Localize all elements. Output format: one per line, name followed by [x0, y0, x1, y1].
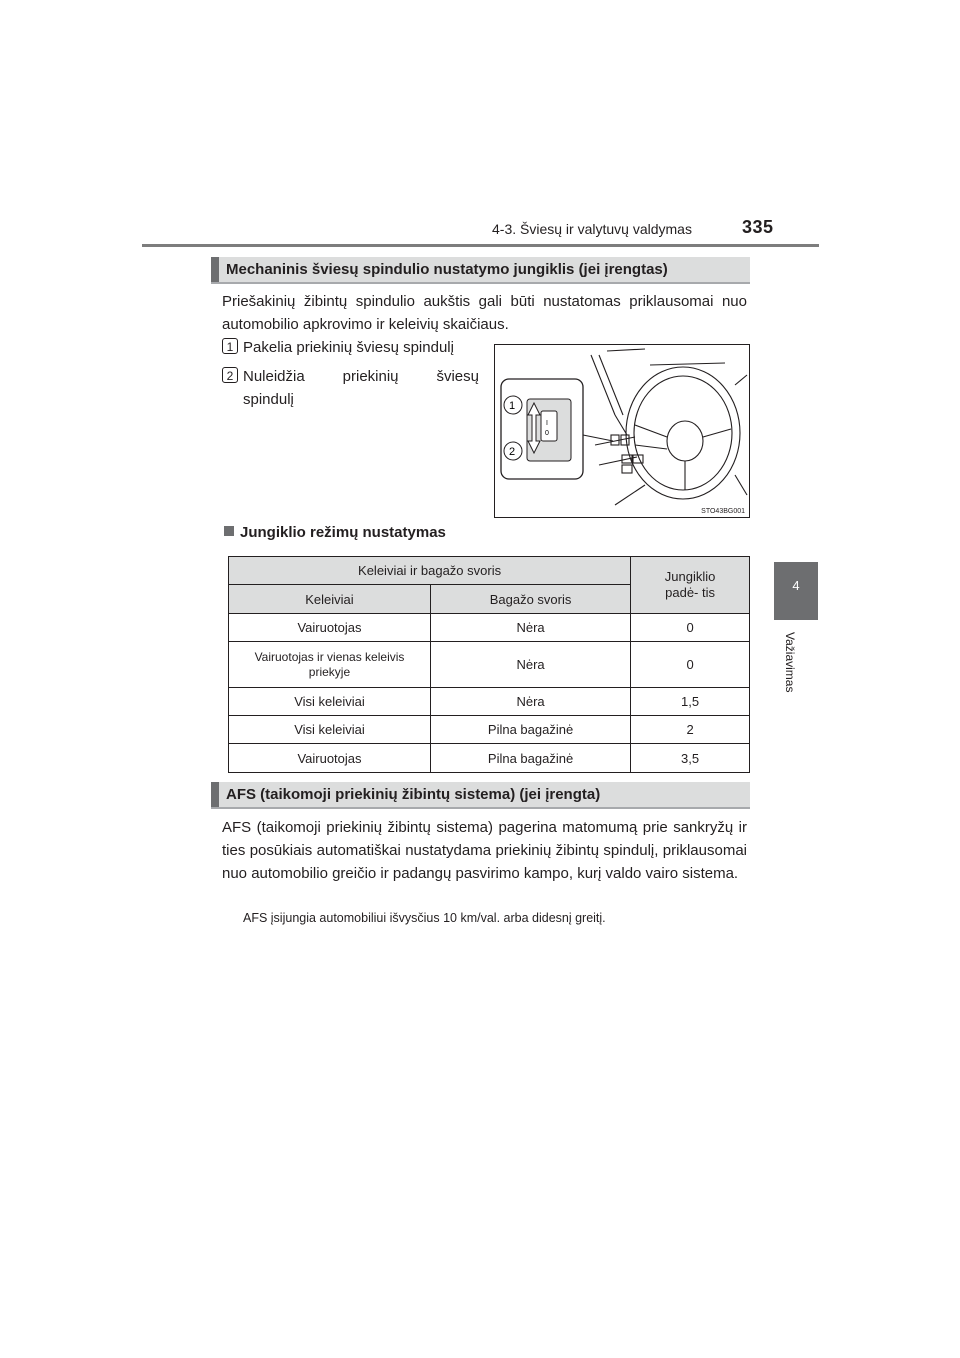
dashboard-illustration — [494, 344, 750, 518]
dashboard-drawing — [495, 345, 749, 517]
figure-code: STO43BG001 — [701, 508, 745, 515]
cell-luggage: Pilna bagažinė — [430, 716, 630, 744]
cell-position: 2 — [631, 716, 750, 744]
cell-position: 0 — [631, 642, 750, 688]
cell-passengers: Visi keleiviai — [229, 688, 431, 716]
svg-text:0: 0 — [545, 430, 549, 437]
cell-passengers: Vairuotojas — [229, 614, 431, 642]
table-row — [229, 716, 750, 744]
chapter-tab-number: 4 — [792, 578, 800, 593]
cell-luggage: Pilna bagažinė — [430, 744, 630, 773]
item-number-badge: 2 — [222, 367, 238, 383]
table-row — [229, 744, 750, 773]
chapter-tab-label: Važiavimas — [783, 632, 797, 693]
mode-table-heading — [224, 524, 446, 541]
note-text: AFS įsijungia automobiliui išvysčius 10 km/val. arba didesnį greitį. — [243, 911, 606, 925]
svg-text:I: I — [546, 420, 548, 427]
cell-position: 0 — [631, 614, 750, 642]
table-row — [229, 688, 750, 716]
section-title: AFS (taikomoji priekinių žibintų sistema) (jei įrengta) — [226, 786, 601, 803]
mode-table-heading-text: Jungiklio režimų nustatymas — [240, 524, 446, 541]
section-title: Mechaninis šviesų spindulio nustatymo jungiklis (jei įrengtas) — [226, 261, 668, 278]
page-number: 335 — [742, 217, 774, 237]
running-header-section: 4-3. Šviesų ir valytuvų valdymas — [492, 221, 692, 237]
cell-luggage: Nėra — [430, 688, 630, 716]
section-heading-headlight-leveling — [211, 257, 750, 284]
switch-position-table — [228, 556, 750, 773]
section-body: Priešakinių žibintų spindulio aukštis gali būti nustatomas priklausomai nuo automobilio apkrovimo ir keleivių skaičiaus. — [222, 293, 747, 333]
list-item-raise: Pakelia priekinių šviesų spindulį — [243, 339, 454, 356]
section-heading-afs — [211, 782, 750, 809]
figure-callout-2: 2 — [509, 446, 516, 458]
list-item-lower-line2: spindulį — [243, 391, 294, 408]
cell-passengers: Vairuotojas — [229, 744, 431, 773]
table-group-header: Keleiviai ir bagažo svoris — [229, 557, 631, 585]
table-header-position: Jungiklio padė- tis — [631, 557, 750, 614]
table-row — [229, 614, 750, 642]
cell-position: 3,5 — [631, 744, 750, 773]
table-header-luggage: Bagažo svoris — [430, 585, 630, 614]
item-number-badge: 1 — [222, 338, 238, 354]
cell-passengers: Vairuotojas ir vienas keleivis priekyje — [229, 642, 431, 688]
header-rule — [142, 244, 819, 247]
cell-luggage: Nėra — [430, 614, 630, 642]
cell-passengers: Visi keleiviai — [229, 716, 431, 744]
table-header-passengers: Keleiviai — [229, 585, 431, 614]
cell-position: 1,5 — [631, 688, 750, 716]
section-body: AFS (taikomoji priekinių žibintų sistema) pagerina matomumą prie sankryžų ir ties posūkiais automatiškai nustatydama priekinių žibintų spindulį, priklausomai nuo automobilio greičio ir padangų pasvirimo kampo, kurį valdo vairo sistema. — [222, 819, 747, 882]
figure-callout-1: 1 — [509, 400, 516, 412]
list-item-lower-line1: Nuleidžia priekinių šviesų — [243, 368, 479, 385]
table-row — [229, 642, 750, 688]
cell-luggage: Nėra — [430, 642, 630, 688]
square-bullet-icon — [224, 526, 234, 536]
